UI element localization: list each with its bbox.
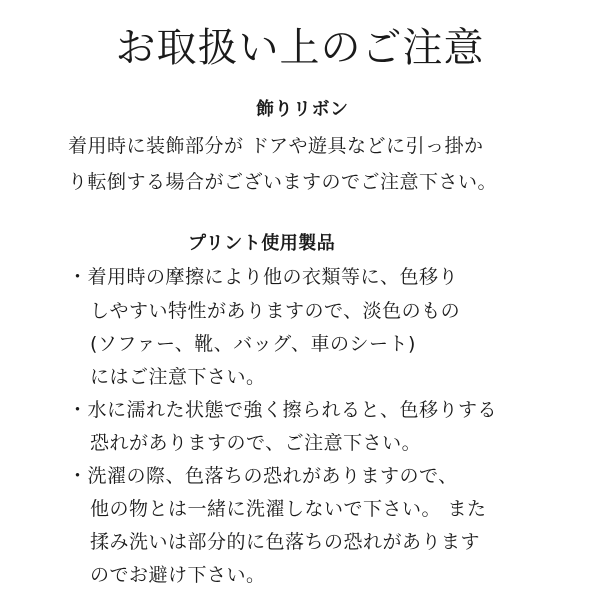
print-text-line-3: (ソファー、靴、バッグ、車のシート) — [90, 333, 416, 355]
print-text-line-2: しやすい特性がありますので、淡色のもの — [90, 300, 461, 322]
ribbon-text-line-2: り転倒する場合がございますのでご注意下さい。 — [68, 171, 498, 193]
print-text-line-8: 他の物とは一緒に洗濯しないで下さい。 また — [90, 498, 487, 520]
print-text-line-10: のでお避け下さい。 — [90, 564, 266, 586]
print-text-line-7: ・洗濯の際、色落ちの恐れがありますので、 — [68, 465, 458, 487]
print-text-line-9: 揉み洗いは部分的に色落ちの恐れがあります — [90, 531, 481, 553]
print-text-line-1: ・着用時の摩擦により他の衣類等に、色移り — [68, 266, 459, 288]
print-text-line-6: 恐れがありますので、ご注意下さい。 — [90, 432, 422, 454]
ribbon-text-line-1: 着用時に装飾部分が ドアや遊具などに引っ掛か — [68, 135, 484, 157]
section-heading-print: プリント使用製品 — [188, 233, 336, 254]
print-text-line-4: にはご注意下さい。 — [90, 366, 266, 388]
page-title: お取扱い上のご注意 — [115, 25, 485, 71]
section-heading-ribbon: 飾りリボン — [256, 99, 349, 120]
print-text-line-5: ・水に濡れた状態で強く擦られると、色移りする — [68, 399, 498, 421]
